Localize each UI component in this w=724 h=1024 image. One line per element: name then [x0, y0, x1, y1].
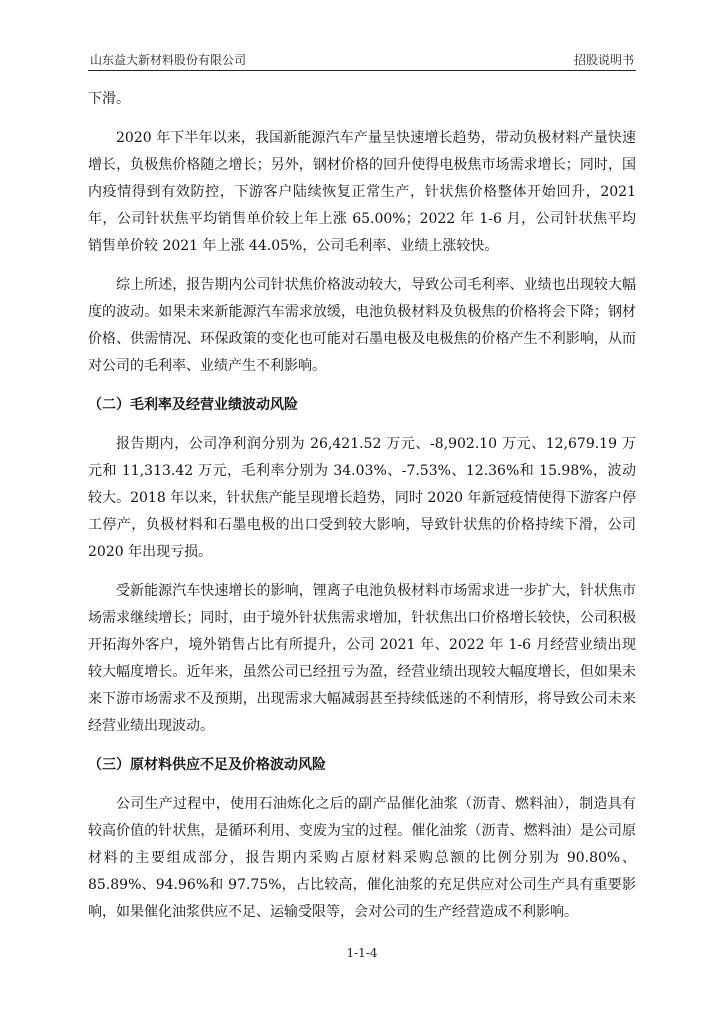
- paragraph-net-profit: 报告期内，公司净利润分别为 26,421.52 万元、-8,902.10 万元、12,679.19 万元和 11,313.42 万元，毛利率分别为 34.03%、-7.53%、12.36%和 15.98%，波动较大。2018 年以来，针状焦产能呈现增长趋势，同时 2020 年新冠疫情使得下游客户停工停产，负极材料和石墨电极的出口受到较大影响，导致针状焦的价格持续下滑，公司 2020 年出现亏损。: [88, 436, 636, 560]
- paragraph-summary: 综上所述，报告期内公司针状焦价格波动较大，导致公司毛利率、业绩也出现较大幅度的波动。如果未来新能源汽车需求放缓，电池负极材料及负极焦的价格将会下降；钢材价格、供需情况、环保政策的变化也可能对石墨电极及电极焦的价格产生不利影响，从而对公司的毛利率、业绩产生不利影响。: [88, 277, 636, 374]
- section-heading-gross-margin-risk: （二）毛利率及经营业绩波动风险: [88, 397, 298, 413]
- company-name: 山东益大新材料股份有限公司: [90, 53, 247, 67]
- section-heading-raw-material-risk: （三）原材料供应不足及价格波动风险: [88, 757, 326, 773]
- document-type: 招股说明书: [573, 53, 634, 67]
- page-number: 1-1-4: [346, 946, 378, 960]
- paragraph-raw-material: 公司生产过程中，使用石油炼化之后的副产品催化油浆（沥青、燃料油），制造具有较高价值的针状焦，是循环利用、变废为宝的过程。催化油浆（沥青、燃料油）是公司原材料的主要组成部分，报告期内采购占原材料采购总额的比例分别为 90.80%、85.89%、94.96%和 97.75%，占比较高，催化油浆的充足供应对公司生产具有重要影响，如果催化油浆供应不足、运输受限等，会对公司的生产经营造成不利影响。: [88, 796, 636, 920]
- paragraph-ev-growth: 受新能源汽车快速增长的影响，锂离子电池负极材料市场需求进一步扩大，针状焦市场需求继续增长；同时，由于境外针状焦需求增加，针状焦出口价格增长较快，公司积极开拓海外客户，境外销售占比有所提升，公司 2021 年、2022 年 1-6 月经营业绩出现较大幅度增长。近年来，虽然公司已经扭亏为盈，经营业绩出现较大幅度增长，但如果未来下游市场需求不及预期，出现需求大幅减弱甚至持续低迷的不利情形，将导致公司未来经营业绩出现波动。: [88, 583, 636, 734]
- paragraph-continuation: 下滑。: [88, 91, 130, 107]
- document-body: [88, 86, 636, 926]
- page-header: [88, 50, 636, 71]
- paragraph-price-recovery: 2020 年下半年以来，我国新能源汽车产量呈快速增长趋势，带动负极材料产量快速增长，负极焦价格随之增长；另外，钢材价格的回升使得电极焦市场需求增长；同时，国内疫情得到有效防控，下游客户陆续恢复正常生产，针状焦价格整体开始回升，2021 年，公司针状焦平均销售单价较上年上涨 65.00%；2022 年 1-6 月，公司针状焦平均销售单价较 2021 年上涨 44.05%，公司毛利率、业绩上涨较快。: [88, 130, 636, 254]
